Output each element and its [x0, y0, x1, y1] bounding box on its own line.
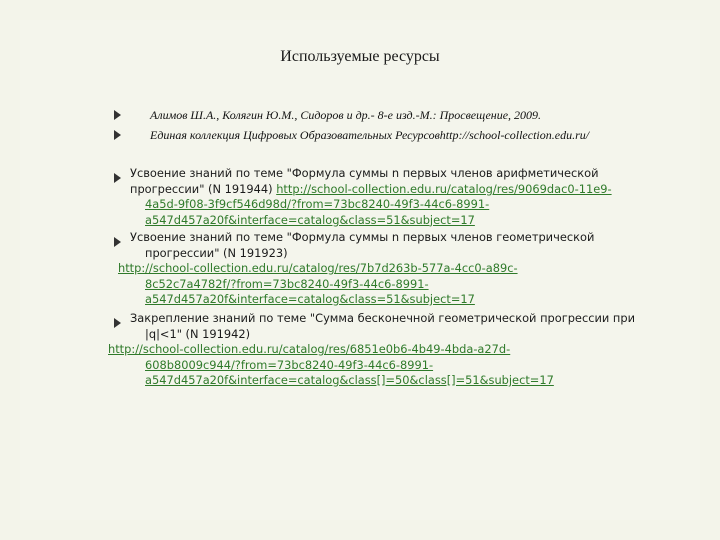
resource-link-cont[interactable]: 8c52c7a4782f/?from=73bc8240-49f3-44c6-8991- — [145, 276, 429, 291]
item-text-line: Усвоение знаний по теме "Формула суммы n первых членов геометрической — [130, 230, 595, 244]
resource-link[interactable]: http://school-collection.edu.ru/catalog/res/7b7d263b-577a-4cc0-a89c- — [118, 261, 518, 275]
bullet-arrow-icon — [114, 130, 121, 140]
resource-item-1 — [130, 166, 705, 228]
item-text-line: Усвоение знаний по теме "Формула суммы n первых членов арифметической — [130, 166, 599, 180]
source-line-1: Алимов Ш.А., Колягин Ю.М., Сидоров и др.- 8-е изд.-М.: Просвещение, 2009. — [150, 108, 542, 122]
resource-link-cont[interactable]: a547d457a20f&interface=catalog&class[]=50&class[]=51&subject=17 — [145, 373, 554, 387]
resource-link-cont[interactable]: a547d457a20f&interface=catalog&class=51&subject=17 — [145, 292, 475, 306]
resource-link-cont[interactable]: 608b8009c944/?from=73bc8240-49f3-44c6-8991- — [145, 357, 434, 372]
item-text: прогрессии" (N 191944) — [130, 181, 273, 196]
source-line-2: Единая коллекция Цифровых Образовательных Ресурсовhttp://school-collection.edu.ru/ — [150, 128, 590, 142]
item-text-line — [130, 182, 705, 198]
bullet-arrow-icon — [114, 318, 121, 328]
item-text-line: Закрепление знаний по теме "Сумма бесконечной геометрической прогрессии при — [130, 311, 635, 325]
item-text-line: прогрессии" (N 191923) — [145, 245, 288, 260]
resource-link-cont[interactable]: a547d457a20f&interface=catalog&class=51&subject=17 — [145, 212, 475, 227]
resource-link-cont[interactable]: 4a5d-9f08-3f9cf546d98d/?from=73bc8240-49f3-44c6-8991- — [145, 197, 490, 211]
page-title: Используемые ресурсы — [280, 48, 440, 65]
resource-link[interactable]: http://school-collection.edu.ru/catalog/res/6851e0b6-4b49-4bda-a27d- — [108, 342, 511, 356]
bullet-arrow-icon — [114, 110, 121, 120]
resource-item-2 — [118, 230, 705, 308]
resource-item-3 — [108, 311, 705, 389]
bullet-arrow-icon — [114, 237, 121, 247]
resource-link[interactable]: http://school-collection.edu.ru/catalog/res/9069dac0-11e9- — [276, 181, 612, 196]
bullet-arrow-icon — [114, 173, 121, 183]
item-text-line: |q|<1" (N 191942) — [145, 326, 251, 341]
